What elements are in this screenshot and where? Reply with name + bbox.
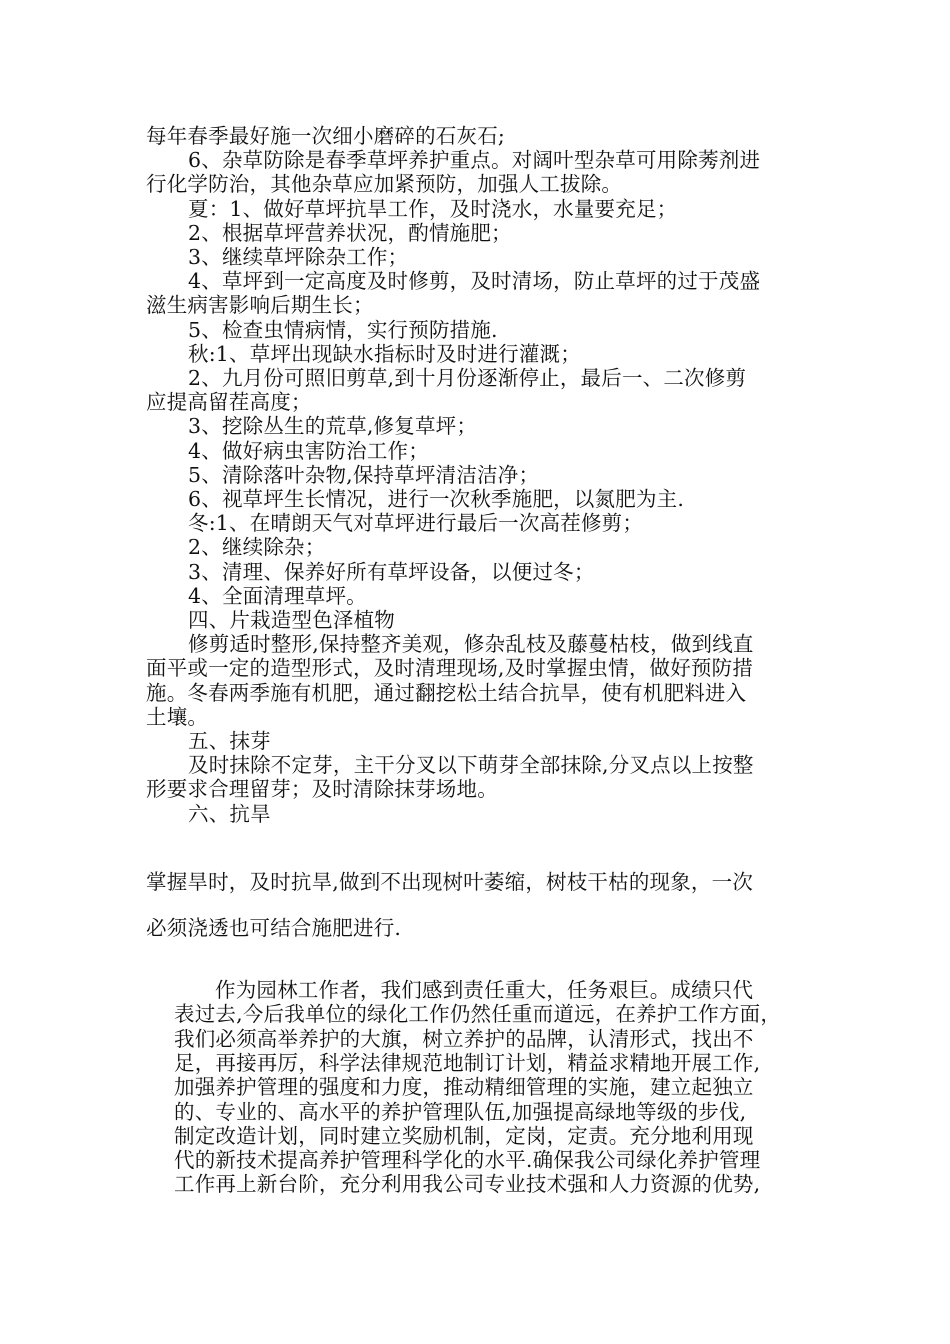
text-line: 4、全面清理草坪。: [188, 583, 367, 608]
text-line: 我们必须高举养护的大旗，树立养护的品牌，认清形式，找出不: [174, 1026, 754, 1051]
text-line: 2、根据草坪营养状况，酌情施肥；: [188, 220, 512, 245]
text-line: 六、抗旱: [188, 801, 271, 826]
text-line: 4、做好病虫害防治工作；: [188, 438, 429, 463]
text-line: 的、专业的、高水平的养护管理队伍,加强提高绿地等级的步伐,: [174, 1099, 747, 1124]
text-line: 2、继续除杂；: [188, 535, 326, 560]
text-line: 及时抹除不定芽，主干分叉以下萌芽全部抹除,分叉点以上按整: [188, 753, 754, 778]
text-line: 应提高留茬高度；: [146, 390, 312, 415]
text-line: 五、抹芽: [188, 729, 271, 753]
text-line: 2、九月份可照旧剪草,到十月份逐渐停止，最后一、二次修剪: [188, 366, 747, 390]
text-line: 每年春季最好施一次细小磨碎的石灰石;: [146, 124, 506, 148]
text-line: 制定改造计划，同时建立奖励机制，定岗，定责。充分地利用现: [174, 1123, 754, 1148]
text-line: 5、清除落叶杂物,保持草坪清洁洁净；: [188, 462, 540, 487]
text-line: 加强养护管理的强度和力度，推动精细管理的实施，建立起独立: [174, 1075, 754, 1100]
text-line: 夏：1、做好草坪抗旱工作，及时浇水，水量要充足；: [188, 196, 678, 221]
text-line: 行化学防治，其他杂草应加紧预防，加强人工拔除。: [146, 172, 623, 197]
text-line: 必须浇透也可结合施肥进行.: [146, 916, 402, 940]
text-line: 6、视草坪生长情况，进行一次秋季施肥，以氮肥为主.: [188, 487, 685, 511]
text-line: 土壤。: [146, 704, 209, 729]
text-line: 工作再上新台阶，充分利用我公司专业技术强和人力资源的优势,: [174, 1172, 761, 1197]
text-line: 形要求合理留芽；及时清除抹芽场地。: [146, 777, 498, 802]
text-line: 四、片栽造型色泽植物: [188, 608, 395, 632]
text-line: 修剪适时整形,保持整齐美观，修杂乱枝及藤蔓枯枝，做到线直: [188, 632, 754, 657]
text-line: 掌握旱时，及时抗旱,做到不出现树叶萎缩，树枝干枯的现象，一次: [146, 870, 754, 894]
text-line: 3、挖除丛生的荒草,修复草坪；: [188, 414, 478, 439]
text-line: 秋:1、草坪出现缺水指标时及时进行灌溉；: [188, 341, 581, 366]
text-line: 冬:1、在晴朗天气对草坪进行最后一次高茬修剪；: [188, 511, 644, 536]
text-line: 足，再接再厉，科学法律规范地制订计划，精益求精地开展工作,: [174, 1050, 761, 1075]
text-line: 3、继续草坪除杂工作；: [188, 245, 409, 269]
text-line: 3、清理、保养好所有草坪设备，以便过冬；: [188, 559, 595, 584]
text-line: 代的新技术提高养护管理科学化的水平.确保我公司绿化养护管理: [174, 1148, 761, 1173]
text-line: 面平或一定的造型形式，及时清理现场,及时掌握虫情，做好预防措: [146, 656, 754, 681]
text-line: 滋生病害影响后期生长；: [146, 293, 374, 318]
text-line: 5、检查虫情病情，实行预防措施.: [188, 317, 498, 342]
text-line: 表过去,今后我单位的绿化工作仍然任重而道远，在养护工作方面，: [174, 1002, 782, 1027]
text-line: 4、草坪到一定高度及时修剪，及时清场，防止草坪的过于茂盛: [188, 269, 761, 294]
text-line: 施。冬春两季施有机肥，通过翻挖松土结合抗旱，使有机肥料进入: [146, 680, 747, 705]
text-line: 作为园林工作者，我们感到责任重大，任务艰巨。成绩只代: [215, 978, 754, 1002]
text-line: 6、杂草防除是春季草坪养护重点。对阔叶型杂草可用除莠剂进: [188, 148, 761, 173]
